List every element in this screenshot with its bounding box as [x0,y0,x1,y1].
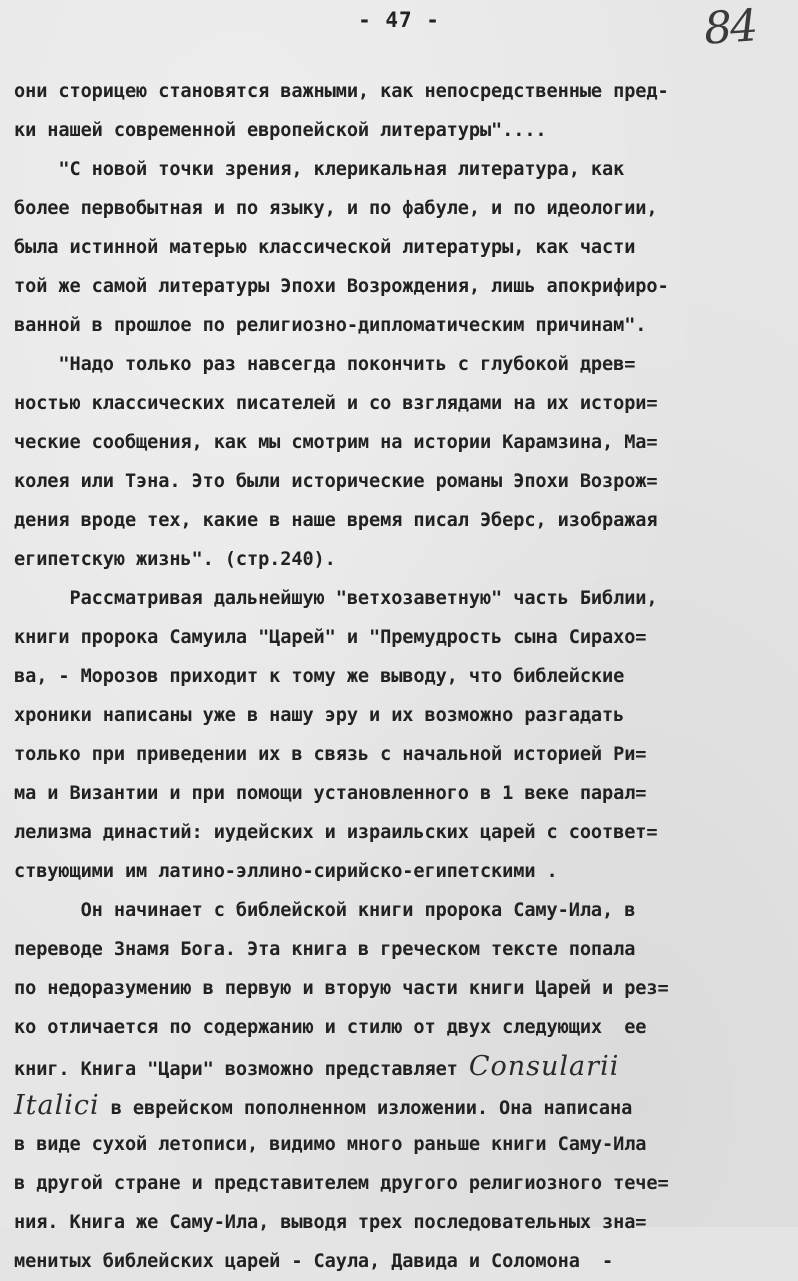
text-line: колея или Тэна. Это были исторические романы Эпохи Возрож= [14,471,658,492]
text-line: книг. Книга "Цари" возможно представляет Consularii [14,1051,620,1082]
text-line: египетскую жизнь". (стр.240). [14,549,336,570]
text-line: они сторицею становятся важными, как непосредственные пред- [14,81,669,102]
text-line: в другой стране и представителем другого религиозного тече= [14,1173,669,1194]
text-line: лелизма династий: иудейских и израильских царей с соответ= [14,822,658,843]
text-line: по недоразумению в первую и вторую части книги Царей и рез= [14,978,669,999]
text-line: только при приведении их в связь с начальной историей Ри= [14,744,647,765]
text-line: ва, - Морозов приходит к тому же выводу, что библейские [14,666,625,687]
text-line: переводе Знамя Бога. Эта книга в греческом тексте попала [14,939,636,960]
text-line: ма и Византии и при помощи установленного в 1 веке парал= [14,783,647,804]
handwritten-archive-number: 84 [702,0,758,55]
text-line: дения вроде тех, какие в наше время писал Эберс, изображая [14,510,658,531]
text-line: ствующими им латино-эллино-сирийско-египетскими . [14,861,558,882]
handwritten-insertion: Consularii [468,1051,620,1082]
text-line: "Надо только раз навсегда покончить с глубокой древ= [14,354,636,375]
text-line: той же самой литературы Эпохи Возрождения, лишь апокрифиро- [14,276,669,297]
text-line: ния. Книга же Саму-Ила, выводя трех последовательных зна= [14,1212,647,1233]
text-line: ностью классических писателей и со взглядами на их истори= [14,393,658,414]
text-line: менитых библейских царей - Саула, Давида и Соломона - [14,1251,614,1272]
typewritten-text-body [14,72,798,1281]
text-line: ко отличается по содержанию и стилю от двух следующих ее [14,1017,647,1038]
text-line: "С новой точки зрения, клерикальная литература, как [14,159,625,180]
text-line: более первобытная и по языку, и по фабуле, и по идеологии, [14,198,658,219]
text-line: книги пророка Самуила "Царей" и "Премудрость сына Сирахо= [14,627,647,648]
text-line: Italici в еврейском пополненном изложении. Она написана [14,1090,633,1121]
text-line: хроники написаны уже в нашу эру и их возможно разгадать [14,705,625,726]
text-line: ванной в прошлое по религиозно-дипломатическим причинам". [14,315,647,336]
text-line: в виде сухой летописи, видимо много раньше книги Саму-Ила [14,1134,647,1155]
text-line: Он начинает с библейской книги пророка Саму-Ила, в [14,900,636,921]
page-number: - 47 - [358,8,440,32]
handwritten-insertion: Italici [14,1090,100,1121]
text-line: ческие сообщения, как мы смотрим на истории Карамзина, Ма= [14,432,658,453]
text-line: была истинной матерью классической литературы, как части [14,237,636,258]
text-line: ки нашей современной европейской литературы".... [14,120,547,141]
text-line: Рассматривая дальнейшую "ветхозаветную" часть Библии, [14,588,658,609]
